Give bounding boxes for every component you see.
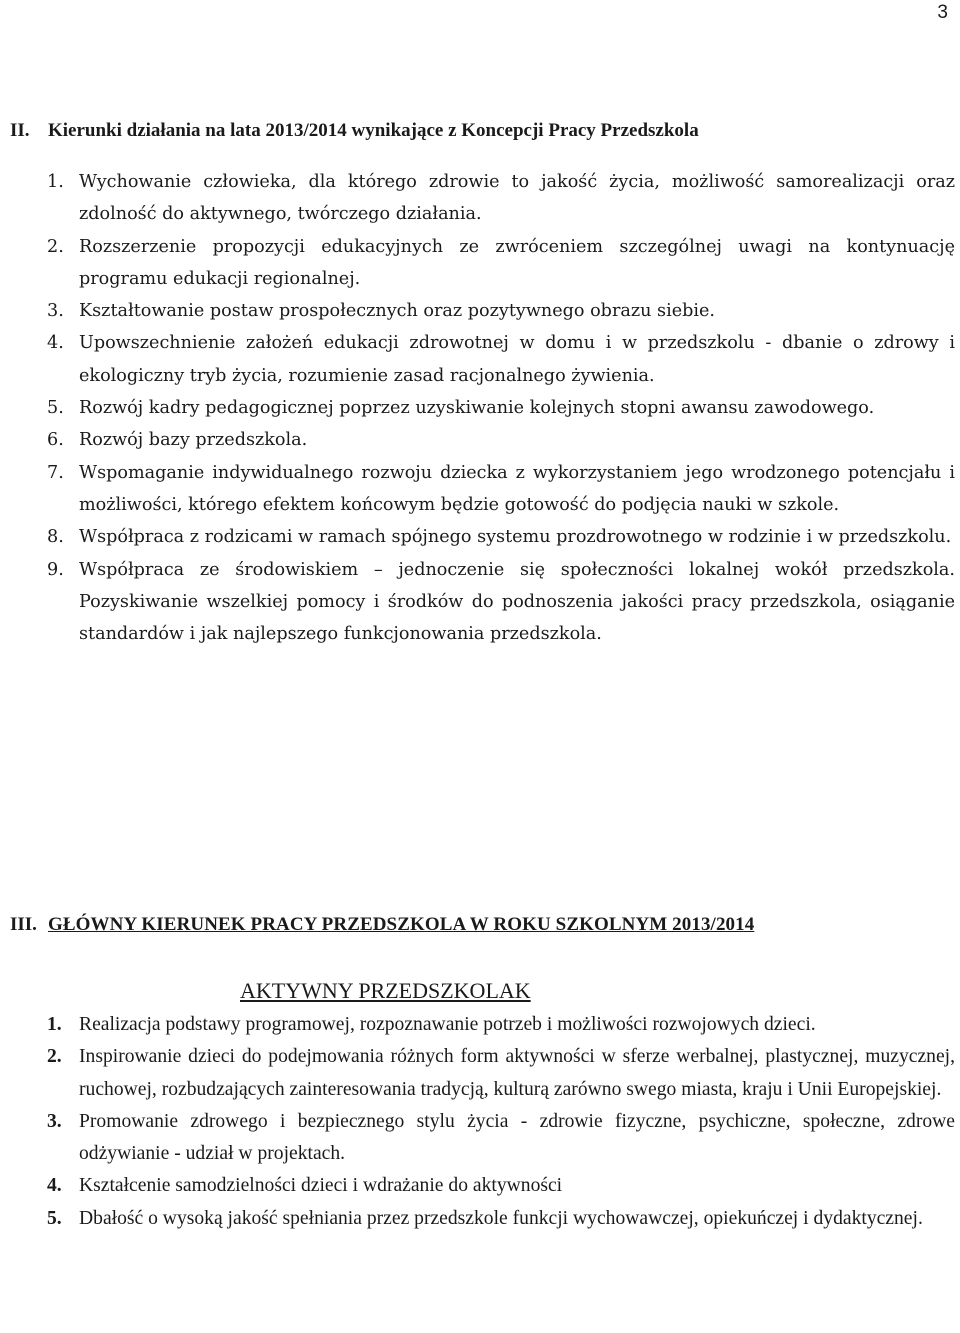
section-title: GŁÓWNY KIERUNEK PRACY PRZEDSZKOLA W ROKU SZKOLNYM 2013/2014 — [48, 914, 755, 935]
section-subtitle: AKTYWNY PRZEDSZKOLAK — [240, 978, 531, 1003]
list-item — [47, 457, 955, 522]
item-text: Dbałość o wysoką jakość spełniania przez przedszkole funkcji wychowawczej, opiekuńczej i dydaktycznej. — [79, 1207, 923, 1229]
item-text: Kształtowanie postaw prospołecznych oraz pozytywnego obrazu siebie. — [79, 301, 715, 322]
item-number: 5. — [47, 398, 64, 419]
list-item — [47, 424, 955, 456]
item-number: 8. — [47, 527, 64, 548]
section-title: Kierunki działania na lata 2013/2014 wynikające z Koncepcji Pracy Przedszkola — [48, 120, 699, 141]
item-number: 2. — [47, 1046, 62, 1068]
item-number: 6. — [47, 430, 64, 451]
item-text: Współpraca z rodzicami w ramach spójnego systemu prozdrowotnego w rodzinie i w przedszkolu. — [79, 527, 952, 548]
item-text: Współpraca ze środowiskiem – jednoczenie się społeczności lokalnej wokół przedszkola. Pozyskiwanie wszelkiej pomocy i środków do podnoszenia jakości pracy przedszkola, osiąganie standardów i jak najlepszego funkcjonowania przedszkola. — [79, 559, 955, 645]
item-text: Rozszerzenie propozycji edukacyjnych ze zwróceniem szczególnej uwagi na kontynuację programu edukacji regionalnej. — [79, 236, 955, 289]
item-number: 4. — [47, 1175, 62, 1197]
section-number: III. — [10, 914, 37, 935]
list-item — [47, 295, 955, 327]
item-text: Promowanie zdrowego i bezpiecznego stylu życia - zdrowie fizyczne, psychiczne, społeczne, zdrowe odżywianie - udział w projektach. — [79, 1110, 955, 1165]
directions-list — [47, 166, 955, 650]
item-text: Kształcenie samodzielności dzieci i wdrażanie do aktywności — [79, 1175, 563, 1197]
item-number: 3. — [47, 301, 64, 322]
item-text: Wspomaganie indywidualnego rozwoju dziecka z wykorzystaniem jego wrodzonego potencjału i możliwości, którego efektem końcowym będzie gotowość do podjęcia nauki w szkole. — [79, 462, 955, 515]
list-item — [47, 1170, 955, 1202]
list-item — [47, 392, 955, 424]
section-number: II. — [10, 120, 30, 141]
item-number: 4. — [47, 333, 64, 354]
main-direction-list — [47, 1009, 955, 1235]
item-number: 7. — [47, 462, 64, 483]
list-item — [47, 554, 955, 651]
list-item — [47, 1106, 955, 1171]
list-item — [47, 521, 955, 553]
item-number: 5. — [47, 1207, 62, 1229]
section-heading-3 — [10, 914, 754, 936]
list-item — [47, 231, 955, 296]
item-text: Rozwój bazy przedszkola. — [79, 430, 308, 451]
item-text: Upowszechnienie założeń edukacji zdrowotnej w domu i w przedszkolu - dbanie o zdrowy i ekologiczny tryb życia, rozumienie zasad racjonalnego żywienia. — [79, 333, 955, 386]
list-item — [47, 1203, 955, 1235]
list-item — [47, 166, 955, 231]
item-number: 2. — [47, 236, 64, 257]
item-number: 1. — [47, 1014, 62, 1035]
item-number: 1. — [47, 172, 64, 192]
item-text: Inspirowanie dzieci do podejmowania różnych form aktywności w sferze werbalnej, plastycznej, muzycznej, ruchowej, rozbudzających zainteresowania tradycją, kulturą zarówno swego miasta, kraju i Unii Europejskiej. — [79, 1046, 955, 1100]
list-item — [47, 1009, 955, 1041]
list-item — [47, 327, 955, 392]
page-number: 3 — [937, 2, 948, 23]
list-item — [47, 1041, 955, 1106]
item-number: 3. — [47, 1110, 62, 1132]
item-number: 9. — [47, 559, 64, 580]
section-heading-2 — [10, 120, 699, 142]
item-text: Realizacja podstawy programowej, rozpoznawanie potrzeb i możliwości rozwojowych dzieci. — [79, 1014, 816, 1035]
item-text: Wychowanie człowieka, dla którego zdrowie to jakość życia, możliwość samorealizacji oraz zdolność do aktywnego, twórczego działania. — [79, 172, 955, 225]
item-text: Rozwój kadry pedagogicznej poprzez uzyskiwanie kolejnych stopni awansu zawodowego. — [79, 398, 875, 419]
